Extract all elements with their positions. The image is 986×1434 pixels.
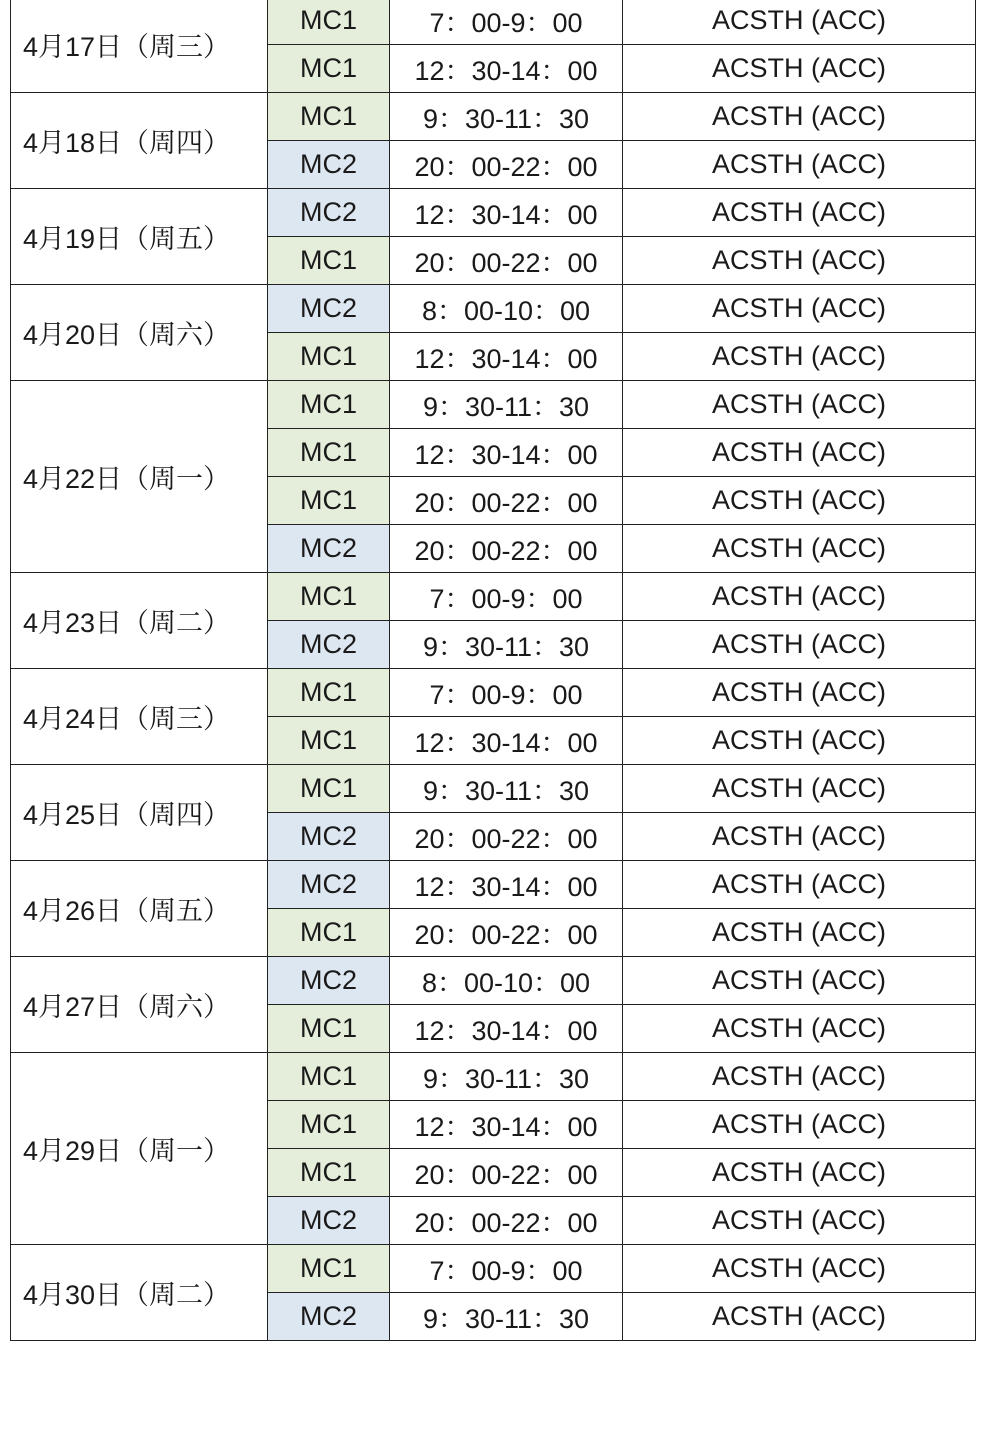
time-cell: 12：30-14：00 [390,717,623,765]
room-cell: MC2 [268,285,390,333]
course-cell: ACSTH (ACC) [623,1293,976,1341]
room-cell: MC1 [268,45,390,93]
time-cell: 7：00-9：00 [390,0,623,45]
room-cell: MC1 [268,669,390,717]
course-cell: ACSTH (ACC) [623,765,976,813]
date-cell: 4月20日（周六） [11,285,268,381]
time-cell: 12：30-14：00 [390,45,623,93]
room-cell: MC2 [268,525,390,573]
table-row [11,957,976,1005]
room-cell: MC1 [268,1053,390,1101]
table-row [11,381,976,429]
room-cell: MC1 [268,429,390,477]
time-cell: 7：00-9：00 [390,669,623,717]
course-cell: ACSTH (ACC) [623,573,976,621]
time-cell: 12：30-14：00 [390,333,623,381]
course-cell: ACSTH (ACC) [623,1245,976,1293]
course-cell: ACSTH (ACC) [623,1053,976,1101]
room-cell: MC1 [268,333,390,381]
time-cell: 12：30-14：00 [390,429,623,477]
course-cell: ACSTH (ACC) [623,1149,976,1197]
room-cell: MC2 [268,861,390,909]
room-cell: MC1 [268,717,390,765]
date-cell: 4月27日（周六） [11,957,268,1053]
time-cell: 20：00-22：00 [390,1197,623,1245]
course-cell: ACSTH (ACC) [623,189,976,237]
room-cell: MC1 [268,381,390,429]
date-cell: 4月18日（周四） [11,93,268,189]
time-cell: 9：30-11：30 [390,93,623,141]
time-cell: 12：30-14：00 [390,1005,623,1053]
room-cell: MC1 [268,1245,390,1293]
room-cell: MC2 [268,189,390,237]
schedule-body [11,0,976,1341]
time-cell: 9：30-11：30 [390,1293,623,1341]
time-cell: 12：30-14：00 [390,861,623,909]
time-cell: 12：30-14：00 [390,189,623,237]
time-cell: 9：30-11：30 [390,621,623,669]
room-cell: MC1 [268,573,390,621]
course-cell: ACSTH (ACC) [623,333,976,381]
time-cell: 7：00-9：00 [390,1245,623,1293]
table-row [11,669,976,717]
table-row [11,93,976,141]
room-cell: MC1 [268,765,390,813]
time-cell: 8：00-10：00 [390,285,623,333]
course-cell: ACSTH (ACC) [623,285,976,333]
room-cell: MC1 [268,0,390,45]
room-cell: MC1 [268,909,390,957]
time-cell: 9：30-11：30 [390,765,623,813]
date-cell: 4月22日（周一） [11,381,268,573]
room-cell: MC1 [268,1101,390,1149]
course-cell: ACSTH (ACC) [623,813,976,861]
date-cell: 4月29日（周一） [11,1053,268,1245]
course-cell: ACSTH (ACC) [623,0,976,45]
time-cell: 20：00-22：00 [390,237,623,285]
table-row [11,285,976,333]
room-cell: MC1 [268,237,390,285]
time-cell: 20：00-22：00 [390,141,623,189]
table-row [11,765,976,813]
course-cell: ACSTH (ACC) [623,909,976,957]
table-row [11,1245,976,1293]
time-cell: 8：00-10：00 [390,957,623,1005]
date-cell: 4月30日（周二） [11,1245,268,1341]
room-cell: MC1 [268,1149,390,1197]
date-cell: 4月17日（周三） [11,0,268,93]
course-cell: ACSTH (ACC) [623,669,976,717]
room-cell: MC2 [268,813,390,861]
course-cell: ACSTH (ACC) [623,429,976,477]
course-cell: ACSTH (ACC) [623,477,976,525]
room-cell: MC2 [268,141,390,189]
course-cell: ACSTH (ACC) [623,957,976,1005]
course-cell: ACSTH (ACC) [623,237,976,285]
course-cell: ACSTH (ACC) [623,1101,976,1149]
time-cell: 7：00-9：00 [390,573,623,621]
course-cell: ACSTH (ACC) [623,1005,976,1053]
time-cell: 20：00-22：00 [390,525,623,573]
course-cell: ACSTH (ACC) [623,1197,976,1245]
date-cell: 4月25日（周四） [11,765,268,861]
time-cell: 20：00-22：00 [390,1149,623,1197]
course-cell: ACSTH (ACC) [623,717,976,765]
table-row [11,0,976,45]
table-row [11,189,976,237]
course-cell: ACSTH (ACC) [623,381,976,429]
date-cell: 4月19日（周五） [11,189,268,285]
room-cell: MC2 [268,957,390,1005]
room-cell: MC2 [268,621,390,669]
room-cell: MC1 [268,1005,390,1053]
course-cell: ACSTH (ACC) [623,93,976,141]
course-cell: ACSTH (ACC) [623,621,976,669]
room-cell: MC1 [268,477,390,525]
room-cell: MC2 [268,1197,390,1245]
time-cell: 20：00-22：00 [390,813,623,861]
course-cell: ACSTH (ACC) [623,45,976,93]
time-cell: 20：00-22：00 [390,477,623,525]
room-cell: MC2 [268,1293,390,1341]
time-cell: 9：30-11：30 [390,381,623,429]
room-cell: MC1 [268,93,390,141]
course-cell: ACSTH (ACC) [623,861,976,909]
time-cell: 12：30-14：00 [390,1101,623,1149]
course-cell: ACSTH (ACC) [623,525,976,573]
table-row [11,1053,976,1101]
course-cell: ACSTH (ACC) [623,141,976,189]
date-cell: 4月26日（周五） [11,861,268,957]
table-row [11,861,976,909]
table-row [11,573,976,621]
date-cell: 4月23日（周二） [11,573,268,669]
date-cell: 4月24日（周三） [11,669,268,765]
schedule-table [10,0,976,1341]
time-cell: 20：00-22：00 [390,909,623,957]
time-cell: 9：30-11：30 [390,1053,623,1101]
